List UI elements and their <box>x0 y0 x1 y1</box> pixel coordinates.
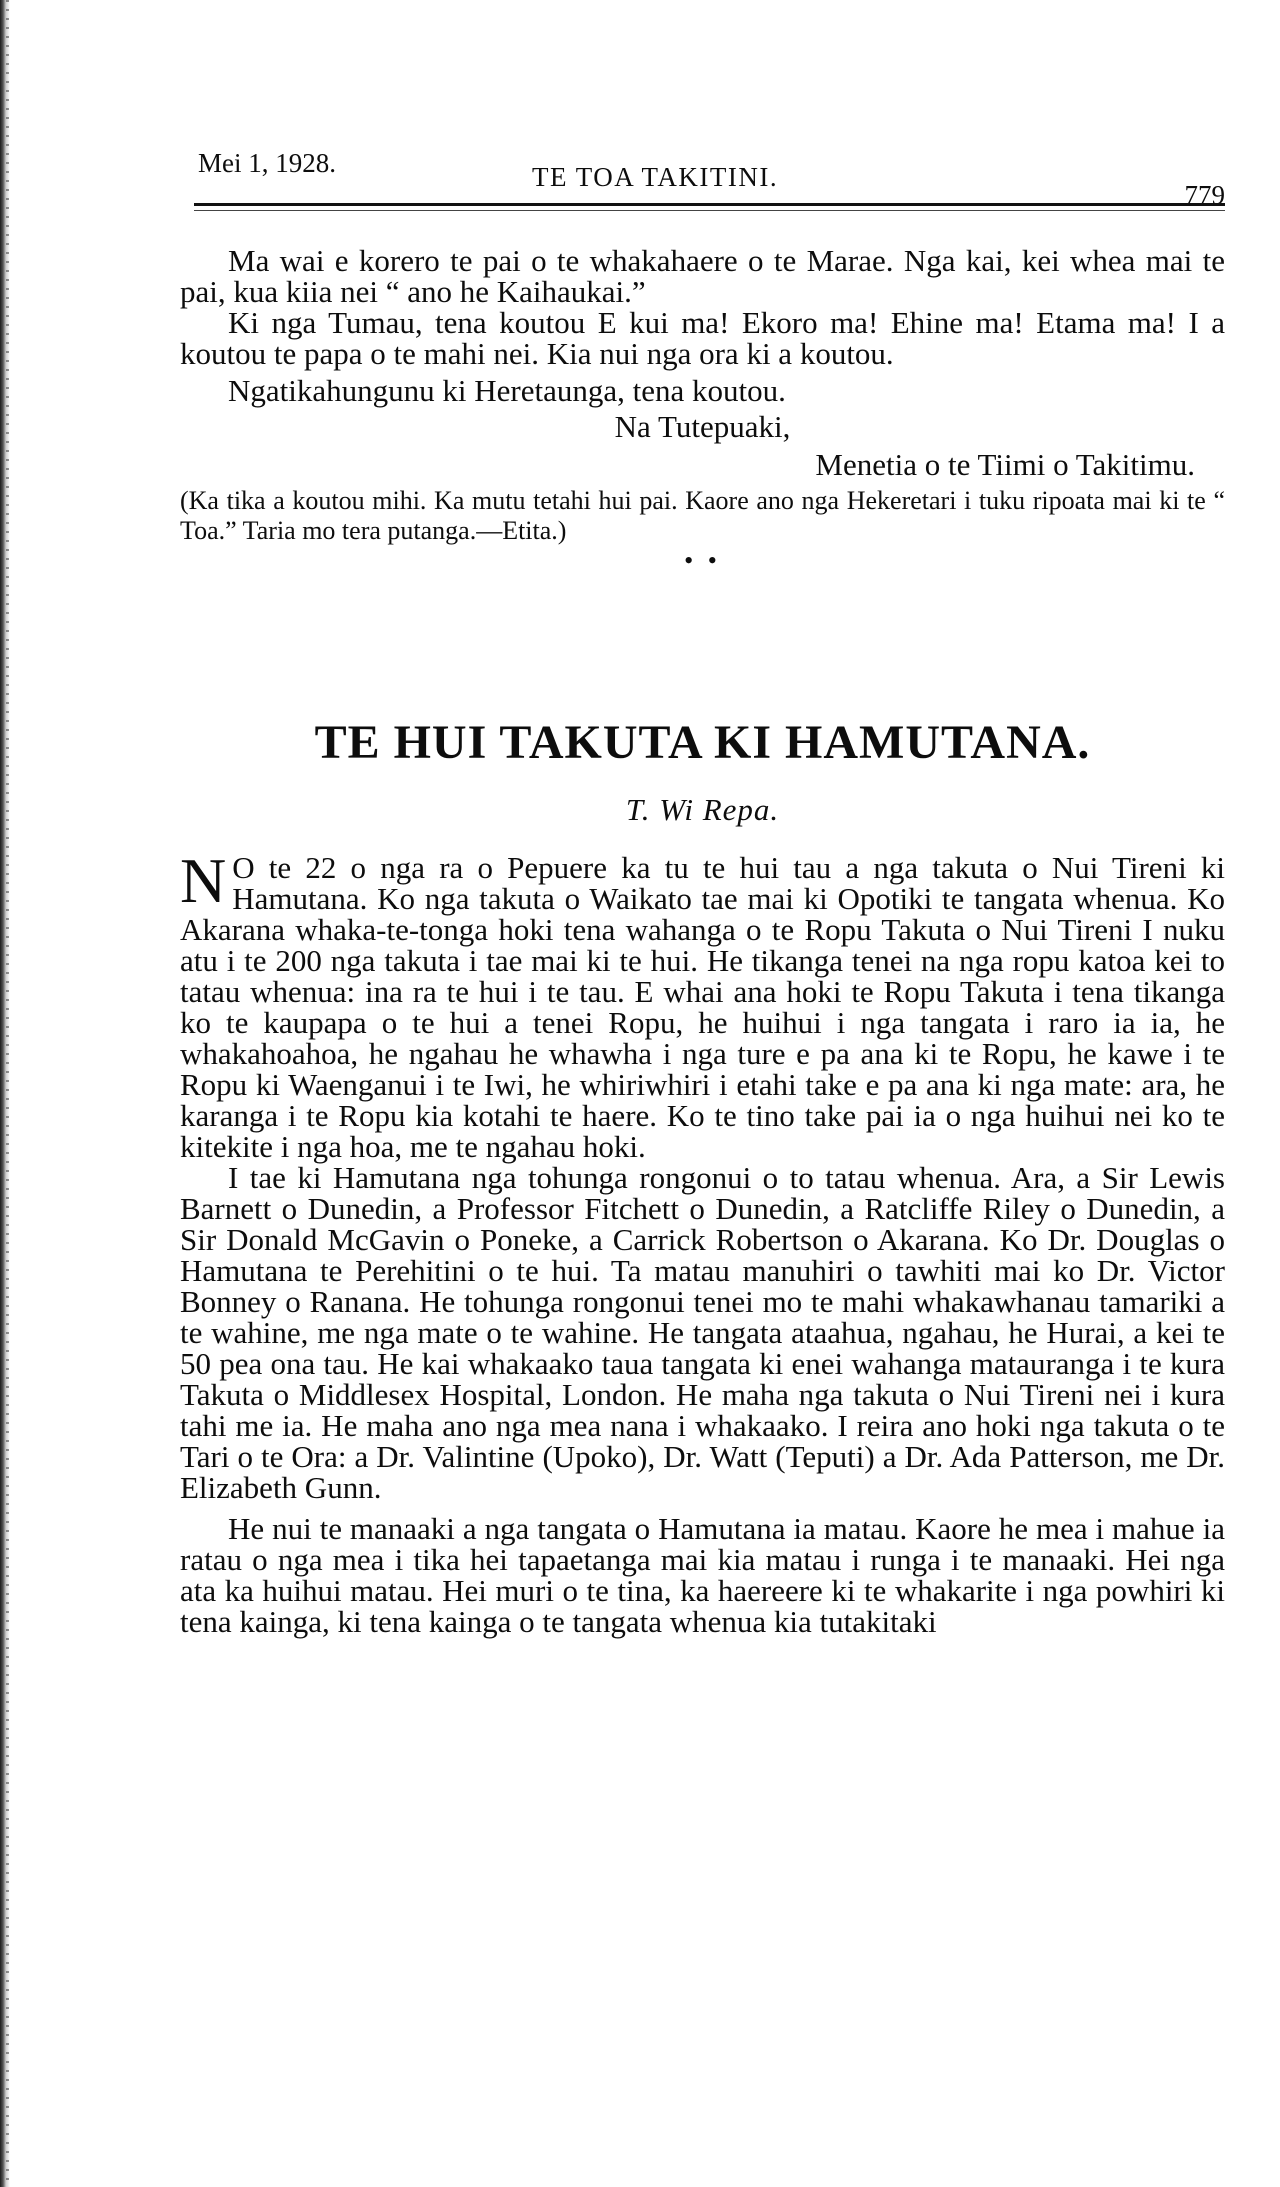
letter-paragraph: Ma wai e korero te pai o te whakahaere o te Marae. Nga kai, kei whea mai te pai, kua kiia nei “ ano he Kaihaukai.” <box>180 243 1225 309</box>
signature-title: Menetia o te Tiimi o Takitimu. <box>815 447 1195 482</box>
article-author: T. Wi Repa. <box>625 792 780 827</box>
running-head <box>180 148 1225 208</box>
section-separator: • • <box>684 546 721 575</box>
article-paragraph: I tae ki Hamutana nga tohunga rongonui o to tatau whenua. Ara, a Sir Lewis Barnett o Dunedin, a Professor Fitchett o Dunedin, a Ratcliffe Riley o Dunedin, a Sir Donald McGavin o Poneke, a Carrick Robertson o Akarana. Ko Dr. Douglas o Hamutana te Perehitini o te hui. Ta matau manuhiri o tawhiti mai ko Dr. Victor Bonney o Ranana. He tohunga rongonui tenei mo te mahi whakawhanau tamariki a te wahine, me nga mate o te wahine. He tangata ataahua, ngahau, he Hurai, a kei te 50 pea ona tau. He kai whakaako taua tangata ki enei wahanga matauranga i te kura Takuta o Middlesex Hospital, London. He maha nga takuta o Nui Tireni nei i kura tahi me ia. He maha ano nga mea nana i whakaako. I reira ano hoki nga takuta o te Tari o te Ora: a Dr. Valintine (Upoko), Dr. Watt (Teputi) a Dr. Ada Patterson, me Dr. Elizabeth Gunn. <box>180 1160 1225 1505</box>
header-title: TE TOA TAKITINI. <box>532 162 779 192</box>
article-paragraph-text: O te 22 o nga ra o Pepuere ka tu te hui tau a nga takuta o Nui Tireni ki Hamutana. Ko nga takuta o Waikato tae mai ki Opotiki te tangata whenua. Ko Akarana whaka-te-tonga hoki tena wahanga o te Ropu Takuta o Nui Tireni I nuku atu i te 200 nga takuta i tae mai ki te hui. He tikanga tenei na nga ropu katoa kei to tatau whenua: ina ra te hui i te tau. E whai ana hoki te Ropu Takuta i tena tikanga ko te kaupapa o te hui a tenei Ropu, he huihui i nga tangata i raro ia ia, he whakahoahoa, he ngahau he whawha i nga ture e pa ana ki te Ropu, he kawe i te Ropu ki Waenganui i te Iwi, he whiriwhiri i etahi take e pa ana ki nga mate: ara, he karanga i te Ropu kia kotahi te haere. Ko te tino take pai ia o nga huihui nei ko te kitekite i nga hoa, me te ngahau hoki. <box>180 850 1225 1164</box>
article-paragraph: He nui te manaaki a nga tangata o Hamutana ia matau. Kaore he mea i mahue ia ratau o nga mea i tika hei tapaetanga mai kia matau i runga i te manaaki. Hei nga ata ka huihui matau. Hei muri o te tina, ka haereere ki te whakarite i nga powhiri ki tena kainga, ki tena kainga o te tangata whenua kia tutakitaki <box>180 1511 1225 1639</box>
scan-edge-marks <box>6 0 9 2187</box>
drop-cap: N <box>180 845 227 916</box>
letter-paragraph: Ngatikahungunu ki Heretaunga, tena koutou. <box>228 373 786 408</box>
header-rule-thin <box>194 210 1225 211</box>
letter-paragraph: Ki nga Tumau, tena koutou E kui ma! Ekoro ma! Ehine ma! Etama ma! I a koutou te papa o te mahi nei. Kia nui nga ora ki a koutou. <box>180 305 1225 371</box>
signature-name: Na Tutepuaki, <box>614 409 791 444</box>
editor-note: (Ka tika a koutou mihi. Ka mutu tetahi hui pai. Kaore ano nga Hekeretari i tuku ripoata mai ki te “ Toa.” Taria mo tera putanga.—Etita.) <box>180 486 1225 545</box>
letter-section <box>180 245 1225 576</box>
article-heading: TE HUI TAKUTA KI HAMUTANA. <box>314 716 1091 769</box>
article-paragraph <box>180 845 1225 1164</box>
header-date: Mei 1, 1928. <box>198 148 336 178</box>
header-rule <box>194 203 1225 206</box>
page-number: 779 <box>1184 180 1225 210</box>
article-body <box>180 845 1225 1639</box>
